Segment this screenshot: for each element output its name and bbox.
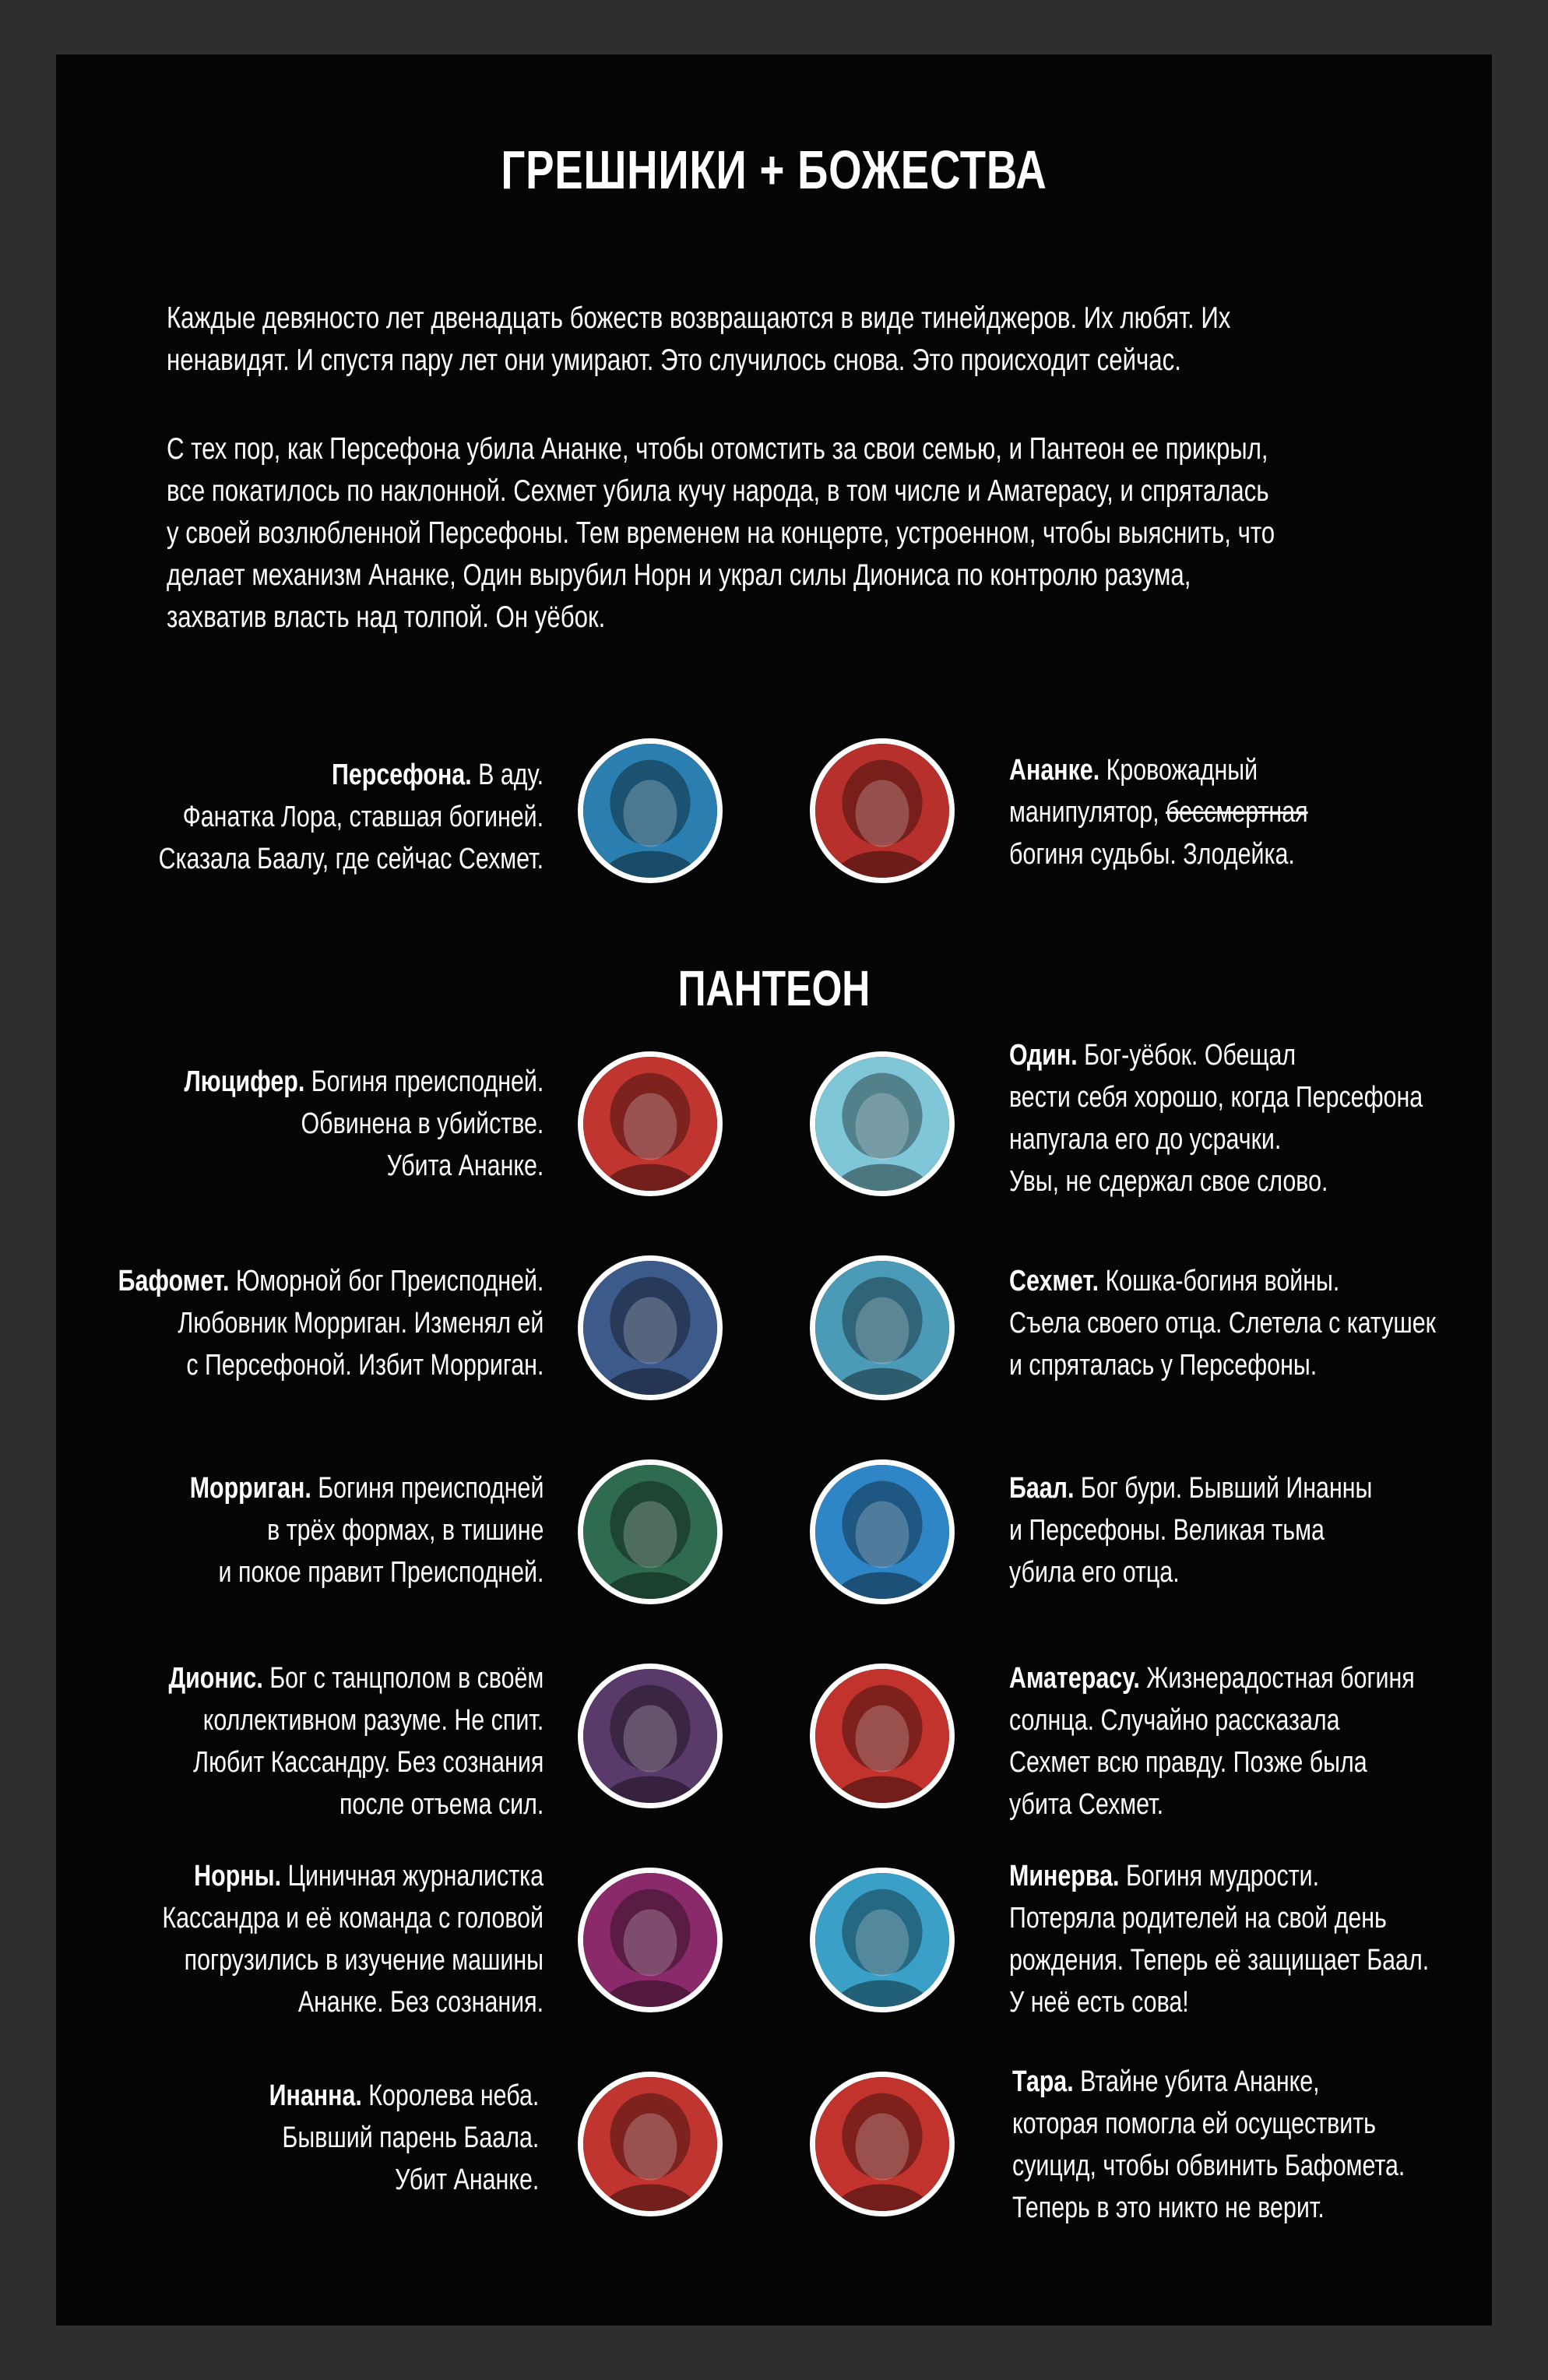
sakhmet-name: Сехмет. — [1009, 1265, 1099, 1297]
dionysus-caption — [168, 1657, 544, 1825]
intro-line: у своей возлюбленной Персефоны. Тем временем на концерте, устроенном, чтобы выяснить, что — [167, 516, 1275, 550]
caption-text: и покое правит Преисподней. — [218, 1556, 544, 1589]
caption-text: Королева неба. — [361, 2079, 539, 2112]
amaterasu-caption — [1009, 1657, 1415, 1825]
dionysus-portrait-icon — [583, 1669, 717, 1803]
caption-text: Теперь в это никто не верит. — [1012, 2192, 1325, 2224]
caption-text: Кровожадный — [1099, 754, 1258, 787]
persephone-portrait-icon — [583, 744, 717, 878]
caption-text: Кассандра и её команда с головой — [162, 1902, 544, 1935]
caption-text: Богиня преисподней — [311, 1472, 544, 1505]
morrigan-caption — [189, 1467, 544, 1593]
baal-caption — [1009, 1467, 1372, 1593]
baphomet-portrait — [578, 1255, 723, 1400]
caption-text: Бог с танцполом в своём — [262, 1662, 544, 1695]
lucifer-portrait-icon — [583, 1057, 717, 1191]
caption-text: солнца. Случайно рассказала — [1009, 1704, 1340, 1737]
caption-text: Бывший парень Баала. — [282, 2121, 539, 2154]
caption-text: погрузились в изучение машины — [184, 1944, 544, 1977]
intro-line: захватив власть над толпой. Он уёбок. — [167, 600, 606, 634]
caption-text: после отъема сил. — [339, 1788, 544, 1821]
morrigan-name: Морриган. — [189, 1472, 311, 1505]
ananke-name: Ананке. — [1009, 754, 1100, 787]
inanna-name: Инанна. — [269, 2079, 362, 2112]
caption-text: Обвинена в убийстве. — [301, 1107, 544, 1140]
caption-text: суицид, чтобы обвинить Бафомета. — [1012, 2149, 1406, 2182]
baphomet-name: Бафомет. — [118, 1265, 230, 1297]
ananke-portrait-icon — [815, 744, 949, 878]
lucifer-portrait — [578, 1051, 723, 1196]
intro-paragraph-2 — [167, 428, 1425, 639]
baal-name: Баал. — [1009, 1472, 1075, 1505]
caption-text: Жизнерадостная богиня — [1139, 1662, 1415, 1695]
caption-text: У неё есть сова! — [1009, 1986, 1189, 2019]
intro-line: делает механизм Ананке, Один вырубил Норн и украл силы Диониса по контролю разума, — [167, 558, 1191, 592]
caption-text: Убит Ананке. — [394, 2163, 539, 2196]
caption-text: Сехмет всю правду. Позже была — [1009, 1746, 1367, 1779]
page-title: ГРЕШНИКИ + БОЖЕСТВА — [501, 139, 1047, 200]
minerva-name: Минерва. — [1009, 1860, 1120, 1892]
caption-text: манипулятор, — [1009, 796, 1166, 829]
caption-text: Богиня мудрости. — [1119, 1860, 1320, 1892]
caption-text: Любовник Морриган. Изменял ей — [177, 1307, 544, 1340]
morrigan-portrait-icon — [583, 1465, 717, 1599]
tara-caption — [1012, 2061, 1405, 2229]
caption-text: убита Сехмет. — [1009, 1788, 1164, 1821]
ananke-caption — [1009, 749, 1308, 875]
caption-text: рождения. Теперь её защищает Баал. — [1009, 1944, 1430, 1977]
caption-text: Ананке. Без сознания. — [297, 1986, 544, 2019]
inanna-portrait — [578, 2072, 723, 2216]
intro-line: все покатилось по наклонной. Сехмет убила кучу народа, в том числе и Аматерасу, и спряталась — [167, 474, 1269, 508]
inanna-caption — [269, 2075, 539, 2201]
caption-text: Потеряла родителей на свой день — [1009, 1902, 1387, 1935]
caption-text: Убита Ананке. — [386, 1150, 544, 1182]
odin-caption — [1009, 1034, 1423, 1202]
caption-text: Бог-уёбок. Обещал — [1077, 1039, 1296, 1072]
caption-text: с Персефоной. Избит Морриган. — [185, 1349, 544, 1382]
persephone-caption — [159, 754, 544, 880]
caption-text: в трёх формах, в тишине — [266, 1514, 544, 1547]
caption-text: Увы, не сдержал свое слово. — [1009, 1165, 1328, 1198]
minerva-portrait-icon — [815, 1873, 949, 2007]
dionysus-name: Дионис. — [168, 1662, 263, 1695]
caption-text: коллективном разуме. Не спит. — [202, 1704, 544, 1737]
caption-text: Кошка-богиня войны. — [1099, 1265, 1340, 1297]
tara-name: Тара. — [1012, 2065, 1074, 2098]
caption-text: богиня судьбы. Злодейка. — [1009, 838, 1295, 871]
norns-portrait — [578, 1868, 723, 2012]
lucifer-caption — [184, 1061, 544, 1187]
lucifer-name: Люцифер. — [184, 1065, 304, 1098]
norns-caption — [162, 1855, 544, 2023]
caption-text: Фанатка Лора, ставшая богиней. — [182, 801, 544, 833]
caption-text: Съела своего отца. Слетела с катушек — [1009, 1307, 1436, 1340]
amaterasu-portrait-icon — [815, 1669, 949, 1803]
odin-portrait-icon — [815, 1057, 949, 1191]
caption-text: Бог бури. Бывший Инанны — [1074, 1472, 1373, 1505]
pantheon-title: ПАНТЕОН — [677, 960, 871, 1016]
baphomet-portrait-icon — [583, 1261, 717, 1395]
caption-text: и спряталась у Персефоны. — [1009, 1349, 1318, 1382]
intro-line: С тех пор, как Персефона убила Ананке, чтобы отомстить за свои семью, и Пантеон ее прикрыл, — [167, 432, 1268, 466]
caption-text: Втайне убита Ананке, — [1073, 2065, 1320, 2098]
sakhmet-caption — [1009, 1260, 1436, 1386]
caption-text: В аду. — [471, 759, 544, 791]
tara-portrait-icon — [815, 2077, 949, 2211]
morrigan-portrait — [578, 1459, 723, 1604]
caption-text: Сказала Баалу, где сейчас Сехмет. — [158, 843, 544, 875]
amaterasu-portrait — [810, 1664, 955, 1808]
caption-text: вести себя хорошо, когда Персефона — [1009, 1081, 1423, 1114]
persephone-portrait — [578, 738, 723, 883]
norns-portrait-icon — [583, 1873, 717, 2007]
norns-name: Норны. — [194, 1860, 282, 1892]
caption-text: и Персефоны. Великая тьма — [1009, 1514, 1325, 1547]
baal-portrait — [810, 1459, 955, 1604]
baphomet-caption — [118, 1260, 544, 1386]
caption-text: Циничная журналистка — [281, 1860, 544, 1892]
minerva-caption — [1009, 1855, 1429, 2023]
struck-word: бессмертная — [1166, 796, 1308, 829]
minerva-portrait — [810, 1868, 955, 2012]
amaterasu-name: Аматерасу. — [1009, 1662, 1140, 1695]
intro-paragraph-1 — [167, 298, 1425, 382]
ananke-portrait — [810, 738, 955, 883]
caption-text: убила его отца. — [1009, 1556, 1180, 1589]
caption-text: напугала его до усрачки. — [1009, 1123, 1282, 1156]
sakhmet-portrait — [810, 1255, 955, 1400]
caption-text: которая помогла ей осуществить — [1012, 2107, 1377, 2140]
baal-portrait-icon — [815, 1465, 949, 1599]
caption-text: Богиня преисподней. — [304, 1065, 544, 1098]
sakhmet-portrait-icon — [815, 1261, 949, 1395]
persephone-name: Персефона. — [331, 759, 472, 791]
odin-portrait — [810, 1051, 955, 1196]
odin-name: Один. — [1009, 1039, 1078, 1072]
intro-line: ненавидят. И спустя пару лет они умирают. Это случилось снова. Это происходит сейчас. — [167, 343, 1181, 377]
dionysus-portrait — [578, 1664, 723, 1808]
intro-line: Каждые девяносто лет двенадцать божеств возвращаются в виде тинейджеров. Их любят. Их — [167, 301, 1231, 335]
caption-text: Любит Кассандру. Без сознания — [192, 1746, 544, 1779]
tara-portrait — [810, 2072, 955, 2216]
inanna-portrait-icon — [583, 2077, 717, 2211]
caption-text: Юморной бог Преисподней. — [229, 1265, 544, 1297]
